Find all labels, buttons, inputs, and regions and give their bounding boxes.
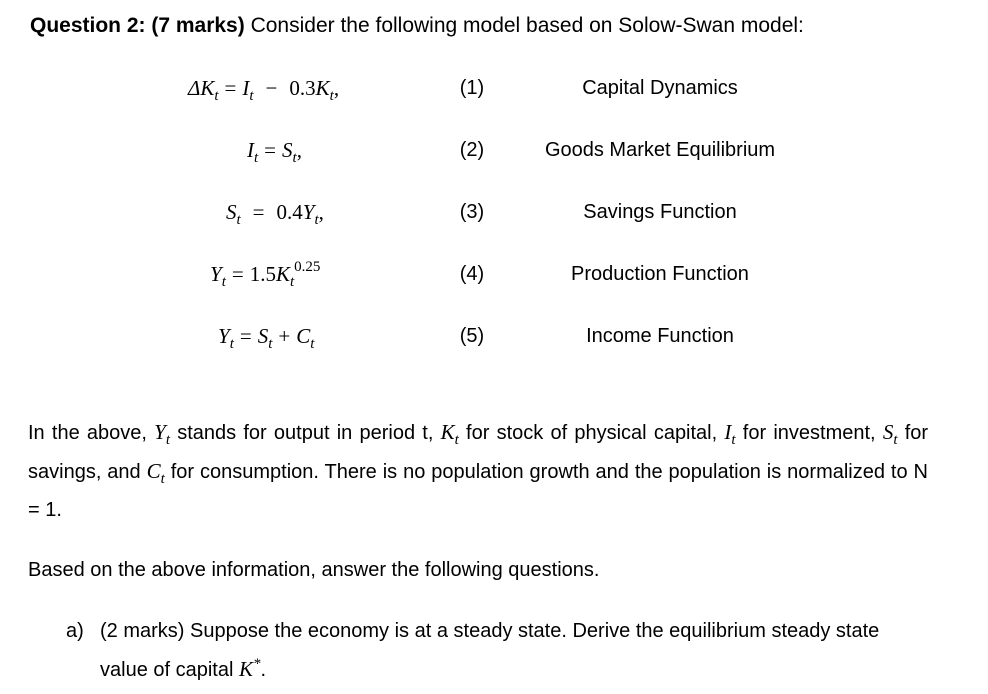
question-text: Consider the following model based on Solow-Swan model: [250, 14, 804, 37]
question-heading [30, 14, 804, 38]
equation-2-label: Goods Market Equilibrium [544, 139, 776, 161]
equation-5-label: Income Function [586, 325, 734, 347]
equation-2: $I_t = S_t$, [247, 138, 302, 166]
equation-4: $Y_t = 1.5K_t^{0.25}$ [210, 259, 321, 290]
equation-3-number: (3) [459, 201, 485, 223]
equation-2-number: (2) [459, 139, 485, 161]
equation-5: $Y_t = S_t + C_t$ [218, 324, 315, 352]
equation-1: $\Delta K_t = I_t - 0.3K_t$, [188, 76, 340, 104]
equation-3: $S_t = 0.4Y_t$, [226, 200, 324, 228]
equation-3-label: Savings Function [583, 201, 737, 223]
equation-4-label: Production Function [571, 263, 749, 285]
equation-1-label: Capital Dynamics [582, 77, 738, 99]
part-a-text: (2 marks) Suppose the economy is at a steady state. Derive the equilibrium steady state value of capital K*. [100, 620, 880, 681]
part-a-label: a) [66, 620, 84, 642]
question-label: Question 2: (7 marks) [30, 14, 245, 37]
definitions-paragraph: In the above, $Y_t$ stands for output in period t, $K_t$ for stock of physical capital, $I_t$ for investment, $S_t$ for savings, and $C_t$ for consumption. There is no population growth and the population is normalized to N = 1. [28, 420, 929, 521]
equation-4-number: (4) [459, 263, 485, 285]
equation-5-number: (5) [459, 325, 485, 347]
instruction-text: Based on the above information, answer the following questions. [28, 559, 600, 581]
equation-1-number: (1) [459, 77, 485, 99]
